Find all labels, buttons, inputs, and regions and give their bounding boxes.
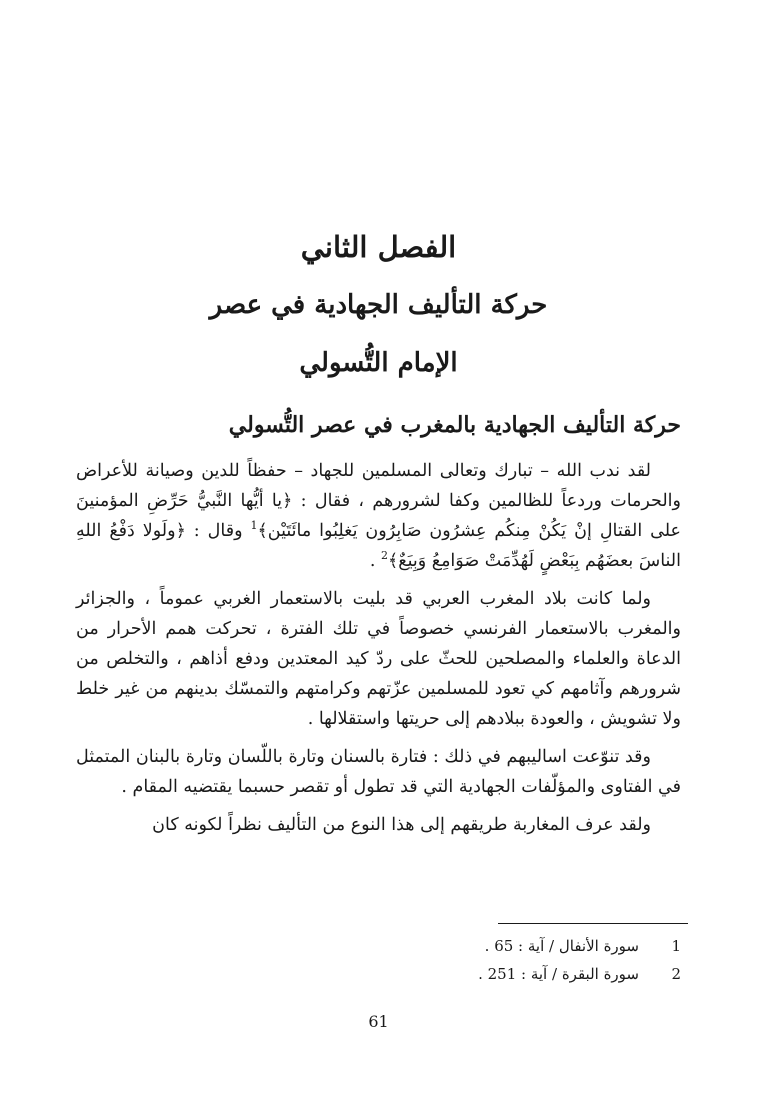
footnote-divider <box>498 923 688 924</box>
footnote-item <box>281 932 681 960</box>
chapter-title-line1: حركة التأليف الجهادية في عصر <box>209 290 548 320</box>
footnote-item <box>281 960 681 988</box>
paragraph-1-continuation: وقال : ﴿ولَولا دَفْعُ اللهِ الناسَ بعضَهُم بِبَعْضٍ لَهُدِّمَتْ صَوَامِعُ وَبِيَعٌ﴾ <box>76 521 681 571</box>
section-heading: حركة التأليف الجهادية بالمغرب في عصر التُّسولي <box>228 412 681 438</box>
body-text <box>76 456 681 848</box>
paragraph-4: ولقد عرف المغاربة طريقهم إلى هذا النوع من التأليف نظراً لكونه كان <box>152 815 651 835</box>
footnote-number: 2 <box>671 965 681 983</box>
footnote-text: سورة البقرة / آية : 251 . <box>478 965 639 983</box>
paragraph-3: وقد تنوّعت اساليبهم في ذلك : فتارة بالسنان وتارة باللّسان وتارة بالبنان المتمثل في الفتاوى والمؤلّفات الجهادية التي قد تطول أو تقصر حسبما يقتضيه المقام . <box>76 747 681 797</box>
footnotes <box>281 932 681 988</box>
paragraph-1 <box>76 456 681 576</box>
paragraph-2: ولما كانت بلاد المغرب العربي قد بليت بالاستعمار الغربي عموماً ، والجزائر والمغرب بالاستعمار الفرنسي خصوصاً في تلك الفترة ، تحركت همم الأحرار من الدعاة والعلماء والمصلحين للحثّ على ردّ كيد المعتدين ودفع أذاهم ، والتخلص من شرورهم وآثامهم كي تعود للمسلمين عزّتهم وكرامتهم والتمسّك بدينهم من غير خلط ولا تشويش ، والعودة ببلادهم إلى حريتها واستقلالها . <box>76 589 681 729</box>
footnote-ref-2[interactable]: 2 <box>381 549 389 563</box>
page-number: 61 <box>368 1012 389 1031</box>
chapter-title-line2: الإمام التُّسولي <box>299 348 458 378</box>
paragraph-1-end: . <box>369 551 382 571</box>
paragraph-1-text: لقد ندب الله – تبارك وتعالى المسلمين للجهاد – حفظاً للدين وصيانة للأعراض والحرمات وردعاً للظالمين وكفا لشرورهم ، فقال : ﴿يا أيُّها النَّبيُّ حَرِّضِ المؤمنينَ على القتالِ إنْ يَكُنْ مِنكُم عِشرُون صَابِرُون يَغلِبُوا مائَتَيْن﴾ <box>76 461 681 541</box>
footnote-ref-1[interactable]: 1 <box>250 519 258 533</box>
chapter-header <box>0 218 757 392</box>
footnote-number: 1 <box>671 937 681 955</box>
chapter-number: الفصل الثاني <box>300 230 457 264</box>
footnote-text: سورة الأنفال / آية : 65 . <box>484 937 639 955</box>
